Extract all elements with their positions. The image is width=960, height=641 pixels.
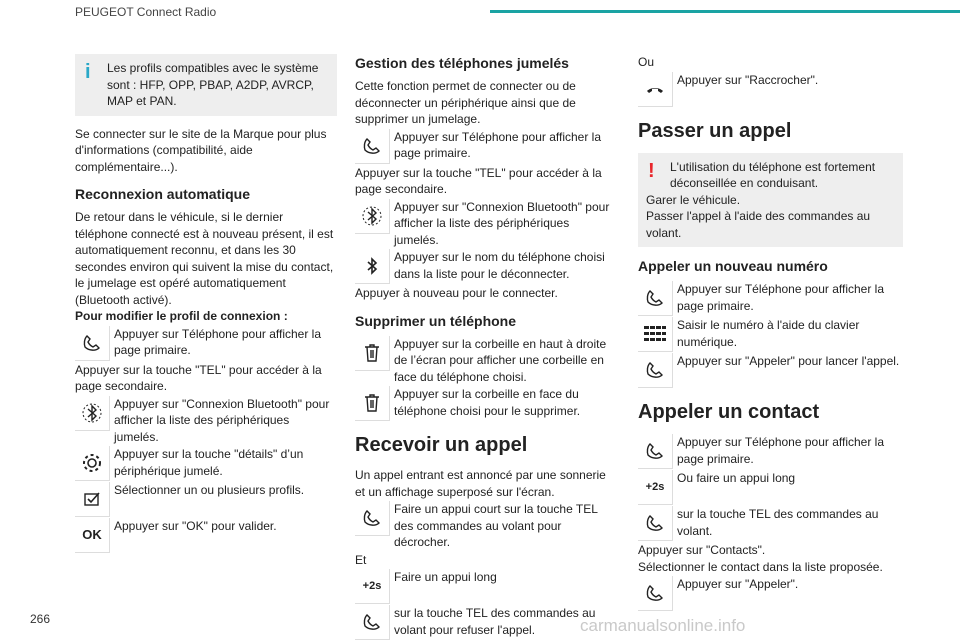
section-heading: Gestion des téléphones jumelés bbox=[355, 55, 569, 71]
column-3 bbox=[638, 54, 903, 612]
hang-up-icon bbox=[638, 72, 673, 107]
step bbox=[355, 501, 610, 551]
phone-icon bbox=[355, 605, 390, 640]
keypad-icon bbox=[638, 317, 673, 352]
step-text: Ou faire un appui long bbox=[677, 471, 796, 485]
step-text: sur la touche TEL des commandes au volant pour refuser l'appel. bbox=[394, 606, 596, 637]
phone-icon bbox=[355, 501, 390, 536]
long-press-icon: +2s bbox=[355, 569, 390, 604]
step-text: Appuyer sur Téléphone pour afficher la page primaire. bbox=[114, 326, 322, 357]
warning-icon: ! bbox=[648, 159, 655, 182]
ok-icon: OK bbox=[75, 518, 110, 553]
step bbox=[355, 129, 610, 164]
paragraph: De retour dans le véhicule, si le dernier téléphone connecté est à nouveau présent, il est automatiquement reconnu, et dans les 30 secondes environ qui suivent la mise du contact, le jumelage est opéré automatiquement (Bluetooth activé). bbox=[75, 210, 334, 307]
step bbox=[75, 326, 337, 361]
section-heading: Passer un appel bbox=[638, 119, 792, 142]
step-text: Appuyer sur Téléphone pour afficher la page primaire. bbox=[677, 435, 885, 466]
step-text: Sélectionner le contact dans la liste proposée. bbox=[638, 559, 883, 574]
step bbox=[355, 199, 610, 249]
step bbox=[355, 336, 610, 386]
bluetooth-icon bbox=[355, 249, 390, 284]
step bbox=[638, 353, 903, 388]
trash-icon bbox=[355, 336, 390, 371]
step bbox=[638, 434, 903, 469]
step-text: Appuyer sur "Appeler" pour lancer l'appel. bbox=[677, 354, 900, 368]
section-heading: Appeler un contact bbox=[638, 401, 820, 423]
step bbox=[638, 72, 903, 107]
step bbox=[355, 569, 610, 604]
step-text: Appuyer sur "Connexion Bluetooth" pour afficher la liste des périphériques jumelés. bbox=[114, 396, 330, 444]
step bbox=[638, 506, 903, 541]
bluetooth-icon bbox=[75, 396, 110, 431]
paragraph: Se connecter sur le site de la Marque pour plus d'informations (compatibilité, aide complémentaire...). bbox=[75, 126, 327, 174]
phone-icon bbox=[638, 434, 673, 469]
profile-label: Pour modifier le profil de connexion : bbox=[75, 309, 288, 323]
step-text: Appuyer sur Téléphone pour afficher la page primaire. bbox=[677, 282, 885, 313]
header-accent-bar bbox=[490, 10, 960, 13]
et-label: Et bbox=[355, 552, 367, 567]
page-number: 266 bbox=[30, 612, 51, 626]
section-heading: Supprimer un téléphone bbox=[355, 312, 517, 329]
step-text: Appuyer sur "Contacts". bbox=[638, 543, 766, 557]
step bbox=[355, 249, 610, 284]
warning-text: Passer l'appel à l'aide des commandes au volant. bbox=[646, 209, 871, 240]
settings-gear-icon bbox=[75, 446, 110, 481]
paragraph: Cette fonction permet de connecter ou de déconnecter un périphérique ainsi que de supprimer un jumelage. bbox=[355, 79, 576, 126]
step-text: Saisir le numéro à l'aide du clavier numérique. bbox=[677, 318, 860, 349]
phone-icon bbox=[638, 281, 673, 316]
step-text: Appuyer sur "Appeler". bbox=[677, 577, 799, 591]
step bbox=[75, 396, 337, 446]
step-text: Appuyer sur la corbeille en haut à droite de l’écran pour afficher une corbeille en face du téléphone choisi. bbox=[394, 336, 607, 384]
step-text: Appuyer sur la touche "détails" d’un périphérique jumelé. bbox=[114, 447, 304, 478]
step bbox=[75, 482, 337, 517]
step bbox=[638, 576, 903, 611]
step-text: Appuyer sur "OK" pour valider. bbox=[114, 519, 277, 533]
step-text: Faire un appui long bbox=[394, 570, 497, 584]
section-heading: Appeler un nouveau numéro bbox=[638, 258, 828, 274]
running-header: PEUGEOT Connect Radio bbox=[75, 5, 217, 19]
warning-text: Garer le véhicule. bbox=[646, 192, 741, 207]
ou-label: Ou bbox=[638, 55, 655, 69]
watermark: carmanualsonline.info bbox=[580, 616, 746, 635]
info-text: Les profils compatibles avec le système sont : HFP, OPP, PBAP, A2DP, AVRCP, MAP et PAN. bbox=[107, 61, 319, 108]
phone-icon bbox=[638, 576, 673, 611]
phone-icon bbox=[355, 129, 390, 164]
step-text: Faire un appui court sur la touche TEL des commandes au volant pour décrocher. bbox=[394, 502, 598, 549]
phone-icon bbox=[75, 326, 110, 361]
step-text: sur la touche TEL des commandes au volant. bbox=[677, 507, 879, 538]
step-text: Appuyer sur "Connexion Bluetooth" pour afficher la liste des périphériques jumelés. bbox=[394, 199, 610, 247]
warning-box bbox=[638, 153, 903, 248]
step-text: Appuyer sur la touche "TEL" pour accéder à la page secondaire. bbox=[355, 165, 602, 196]
step-text: Appuyer sur Téléphone pour afficher la page primaire. bbox=[394, 129, 602, 160]
step-text: Sélectionner un ou plusieurs profils. bbox=[114, 483, 305, 497]
phone-icon bbox=[638, 506, 673, 541]
long-press-icon: +2s bbox=[638, 470, 673, 505]
column-2 bbox=[355, 54, 610, 641]
step bbox=[638, 281, 903, 316]
step-text: Appuyer sur "Raccrocher". bbox=[677, 72, 819, 87]
trash-icon bbox=[355, 386, 390, 421]
step-text: Appuyer sur la touche "TEL" pour accéder à la page secondaire. bbox=[75, 362, 322, 393]
step bbox=[355, 386, 610, 421]
step bbox=[75, 518, 337, 553]
step bbox=[638, 470, 903, 505]
warning-text: L'utilisation du téléphone est fortement déconseillée en conduisant. bbox=[670, 159, 876, 190]
info-box bbox=[75, 54, 337, 116]
section-heading: Recevoir un appel bbox=[355, 434, 528, 456]
section-heading: Reconnexion automatique bbox=[75, 186, 251, 202]
info-icon: i bbox=[85, 61, 91, 83]
column-1 bbox=[75, 54, 337, 554]
step-text: Appuyer à nouveau pour le connecter. bbox=[355, 286, 558, 300]
phone-icon bbox=[638, 353, 673, 388]
step bbox=[355, 605, 610, 640]
step bbox=[75, 446, 337, 481]
step-text: Appuyer sur le nom du téléphone choisi dans la liste pour le déconnecter. bbox=[394, 250, 605, 281]
paragraph: Un appel entrant est annoncé par une sonnerie et un affichage superposé sur l'écran. bbox=[355, 468, 606, 499]
step-text: Appuyer sur la corbeille en face du téléphone choisi pour le supprimer. bbox=[394, 387, 581, 418]
step bbox=[638, 317, 903, 352]
bluetooth-icon bbox=[355, 199, 390, 234]
checkbox-icon bbox=[75, 482, 110, 517]
